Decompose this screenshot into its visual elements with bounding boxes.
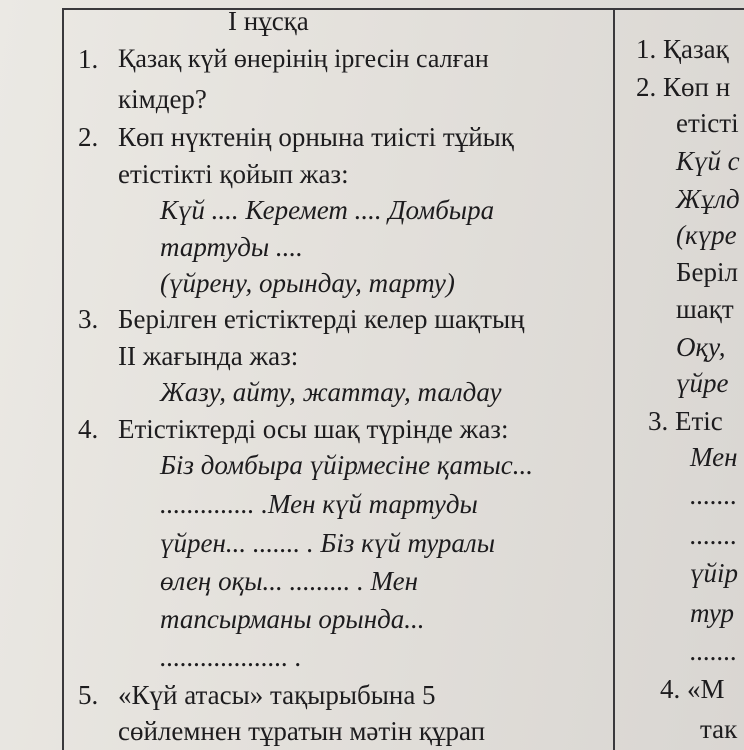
question-4-sentence-4: өлең оқы... ......... . Мен xyxy=(160,566,418,596)
right-column-line-11: 3. Етіс xyxy=(648,406,723,436)
question-1-number: 1. xyxy=(78,44,99,74)
right-column-line-7: Беріл xyxy=(676,257,738,287)
right-column-line-12: Мен xyxy=(690,442,738,472)
right-column-line-16: тур xyxy=(690,598,734,628)
question-3-line-2: ІІ жағында жаз: xyxy=(118,341,299,371)
question-4-number: 4. xyxy=(78,414,99,444)
question-4-sentence-6: ................... . xyxy=(160,642,302,672)
variant-title: І нұсқа xyxy=(228,6,309,36)
right-column-line-2: 2. Көп н xyxy=(636,72,731,102)
right-column-line-15: үйір xyxy=(690,558,739,588)
right-column-line-14: ....... xyxy=(690,520,738,550)
right-column-line-3: етісті xyxy=(676,108,739,138)
question-4-line-1: Етістіктерді осы шақ түрінде жаз: xyxy=(118,414,509,444)
right-column-line-4: Күй с xyxy=(676,146,740,176)
question-1-line-2: кімдер? xyxy=(118,84,207,114)
question-4-sentence-5: тапсырманы орында... xyxy=(160,604,425,634)
right-column-line-1: 1. Қазақ xyxy=(636,34,729,64)
question-5-line-2: сөйлемнен тұратын мәтін құрап xyxy=(118,716,486,746)
question-2-number: 2. xyxy=(78,122,99,152)
left-border-line xyxy=(62,8,64,750)
question-2-line-1: Көп нүктенің орнына тиісті тұйық xyxy=(118,122,514,152)
question-2-example-2: тартуды .... xyxy=(160,232,303,262)
column-divider-line xyxy=(613,8,615,750)
right-column-line-19: так xyxy=(700,714,738,744)
question-2-options: (үйрену, орындау, тарту) xyxy=(160,268,455,298)
question-5-line-1: «Күй атасы» тақырыбына 5 xyxy=(118,680,436,710)
question-3-line-1: Берілген етістіктерді келер шақтың xyxy=(118,304,525,334)
question-2-example-1: Күй .... Керемет .... Домбыра xyxy=(160,195,495,225)
question-4-sentence-3: үйрен... ....... . Біз күй туралы xyxy=(160,528,495,558)
question-5-number: 5. xyxy=(78,680,99,710)
question-3-verbs: Жазу, айту, жаттау, талдау xyxy=(160,377,502,407)
question-4-sentence-2: .............. .Мен күй тартуды xyxy=(160,489,478,519)
right-column-line-17: ....... xyxy=(690,636,738,666)
top-border-line xyxy=(62,8,744,10)
right-column-line-18: 4. «М xyxy=(660,674,725,704)
question-2-line-2: етістікті қойып жаз: xyxy=(118,159,349,189)
right-column-line-5: Жұлд xyxy=(676,184,740,214)
right-column-line-9: Оқу, xyxy=(676,332,726,362)
question-1-line-1: Қазақ күй өнерінің іргесін салған xyxy=(118,44,489,73)
right-column-line-13: ....... xyxy=(690,480,738,510)
right-column-line-10: үйре xyxy=(676,368,729,398)
right-column-line-6: (күре xyxy=(676,220,737,250)
right-column-line-8: шақт xyxy=(676,294,734,324)
question-4-sentence-1: Біз домбыра үйірмесіне қатыс... xyxy=(160,450,533,480)
question-3-number: 3. xyxy=(78,304,99,334)
